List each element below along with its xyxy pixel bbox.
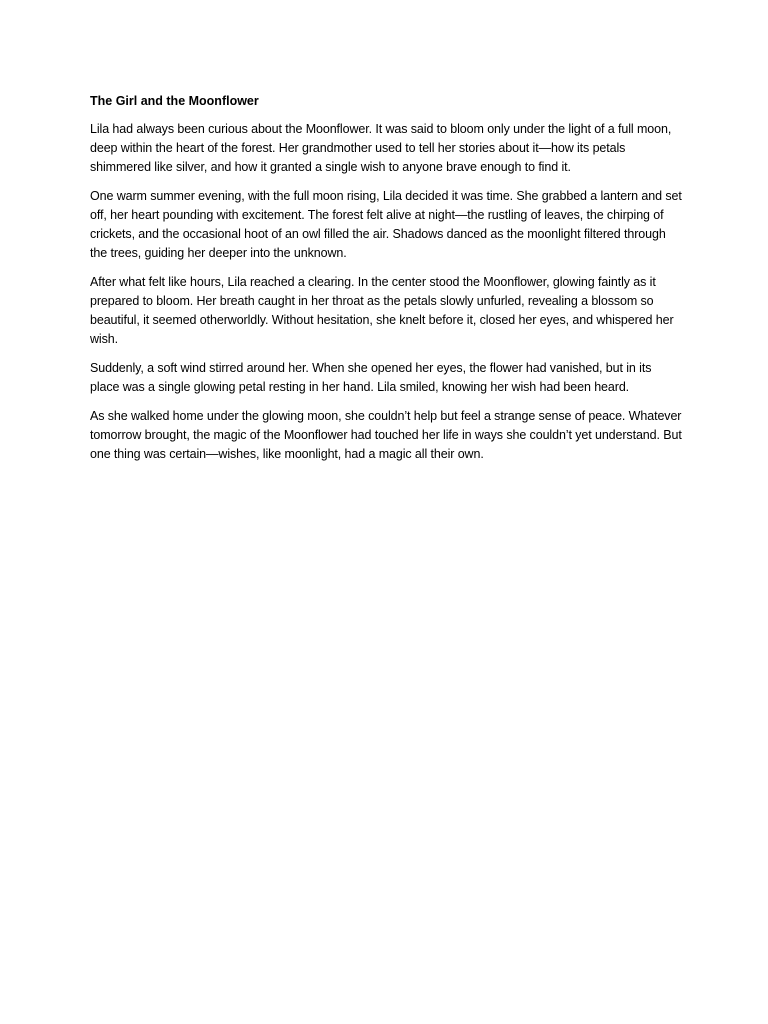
paragraph-3: After what felt like hours, Lila reached a clearing. In the center stood the Moonflower, glowing faintly as it prepared to bloom. Her breath caught in her throat as the petals slowly unfurled, revealing a blossom so beautiful, it seemed otherworldly. Without hesitation, she knelt before it, closed her eyes, and whispered her wish. bbox=[90, 275, 674, 346]
document-title: The Girl and the Moonflower bbox=[90, 94, 259, 108]
paragraph-1: Lila had always been curious about the Moonflower. It was said to bloom only under the light of a full moon, deep within the heart of the forest. Her grandmother used to tell her stories about it—how its petals shimmered like silver, and how it granted a single wish to anyone brave enough to find it. bbox=[90, 122, 672, 174]
paragraph-5: As she walked home under the glowing moon, she couldn’t help but feel a strange sense of peace. Whatever tomorrow brought, the magic of the Moonflower had touched her life in ways she couldn’t yet understand. But one thing was certain—wishes, like moonlight, had a magic all their own. bbox=[90, 409, 682, 461]
paragraph-2: One warm summer evening, with the full moon rising, Lila decided it was time. She grabbed a lantern and set off, her heart pounding with excitement. The forest felt alive at night—the rustling of leaves, the chirping of crickets, and the occasional hoot of an owl filled the air. Shadows danced as the moonlight filtered through the trees, guiding her deeper into the unknown. bbox=[90, 189, 682, 260]
document-page bbox=[90, 92, 684, 474]
paragraph-4: Suddenly, a soft wind stirred around her. When she opened her eyes, the flower had vanished, but in its place was a single glowing petal resting in her hand. Lila smiled, knowing her wish had been heard. bbox=[90, 361, 652, 394]
